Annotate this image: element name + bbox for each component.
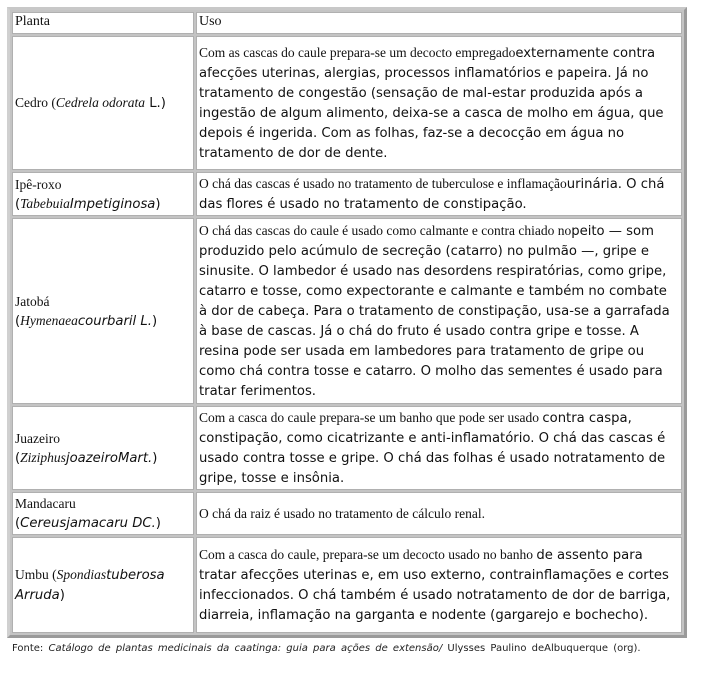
plant-common-name: Mandacaru	[15, 496, 76, 511]
use-cell	[196, 36, 682, 170]
table-row	[12, 537, 682, 633]
use-cell	[196, 218, 682, 404]
use-cell	[196, 172, 682, 216]
table-row	[12, 492, 682, 535]
plant-paren-close: )	[155, 196, 161, 212]
plant-common-name: Ipê-roxo	[15, 176, 62, 192]
plant-scientific-name: Cedrela odorata	[55, 95, 145, 110]
plant-scientific-name-suffix: jamacaru DC.	[66, 516, 156, 531]
use-text-serif: O chá das cascas do caule é usado como calmante e contra chiado no	[199, 223, 572, 238]
use-text-serif: Com a casca do caule, prepara-se um decocto usado no banho	[199, 547, 537, 562]
plant-scientific-name: Cereus	[20, 516, 67, 531]
plant-common-name: Cedro (	[15, 95, 56, 110]
header-use: Uso	[196, 12, 682, 34]
use-text-sans: peito — som produzido pelo acúmulo de secreção (catarro) no pulmão —, gripe e sinusite. O lambedor é usado nas desordens respiratórias, como gripe, catarro e tosse, como expectorante e calmante e também no combate à dor de cabeça. Para o tratamento de constipação, usa-se a garrafada à base de cascas. Já o chá do fruto é usado contra gripe e tosse. A resina pode ser usada em lambedores para tratamento de gripe ou como chá contra tosse e catarro. O molho das sementes é usado para tratar ferimentos.	[199, 224, 670, 399]
plant-scientific-name-suffix: joazeiroMart.	[65, 450, 153, 466]
plant-cell: Jatobá (Hymenaeacourbaril L.)	[12, 218, 194, 404]
use-text-sans: externamente contra afecções uterinas, alergias, processos inflamatórios e papeira. Já no tratamento de congestão (sensação de mal-estar produzida após a ingestão de algum alimento, deixa-se a casca de molho em água, que depois é ingerida. Com as folhas, faz-se a decocção em água no tratamento de dor de dente.	[199, 46, 664, 161]
use-text-sans: contra caspa, constipação, como cicatrizante e anti-inflamatório. O chá das cascas é usado contra tosse e gripe. O chá das folhas é usado notratamento de gripe, tosse e insônia.	[199, 411, 666, 486]
plant-paren-close: )	[155, 516, 161, 531]
table-row	[12, 36, 682, 170]
source-author: Ulysses Paulino deAlbuquerque (org).	[442, 643, 641, 654]
use-text-serif: O chá da raiz é usado no tratamento de cálculo renal.	[199, 505, 485, 521]
plant-common-name: Jatobá	[15, 293, 50, 309]
plant-cell: Juazeiro (ZiziphusjoazeiroMart.)	[12, 406, 194, 490]
plant-cell	[12, 537, 194, 633]
plant-common-name: Juazeiro	[15, 430, 60, 446]
use-text-serif: Com as cascas do caule prepara-se um decocto empregado	[199, 45, 516, 60]
plant-paren-close: )	[152, 450, 158, 466]
source-label: Fonte:	[12, 643, 49, 654]
plant-cell: Ipê-roxo (TabebuiaImpetiginosa)	[12, 172, 194, 216]
medicinal-plants-table	[10, 10, 684, 635]
table-row	[12, 406, 682, 490]
table-row	[12, 172, 682, 216]
header-plant: Planta	[12, 12, 194, 34]
plant-scientific-name-suffix: Impetiginosa	[69, 196, 156, 212]
plant-paren-close: )	[151, 313, 158, 329]
plant-scientific-name-suffix: courbaril L.	[77, 313, 152, 329]
source-citation	[12, 643, 690, 655]
use-cell	[196, 492, 682, 535]
table-row	[12, 218, 682, 404]
plant-scientific-name: Spondias	[56, 567, 107, 582]
plant-cell	[12, 36, 194, 170]
plant-paren-close: )	[59, 588, 65, 603]
use-cell	[196, 537, 682, 633]
plant-scientific-name-suffix: tuberosa Arruda	[15, 568, 165, 603]
medicinal-plants-table-frame	[7, 7, 687, 638]
plant-scientific-name-suffix: L.	[145, 96, 161, 111]
use-text-serif: O chá das cascas é usado no tratamento de tuberculose e inflamação	[199, 176, 567, 191]
plant-cell: Mandacaru (Cereusjamacaru DC.)	[12, 492, 194, 535]
plant-scientific-name: Tabebuia	[20, 195, 70, 211]
use-text-sans: de assento para tratar afecções uterinas e, em uso externo, contrainflamações e cortes infeccionados. O chá também é usado notratamento de dor de barriga, diarreia, inflamação na garganta e nodente (gargarejo e bochecho).	[199, 548, 671, 623]
plant-scientific-name: Ziziphus	[20, 449, 66, 465]
source-title: Catálogo de plantas medicinais da caatinga: guia para ações de extensão/	[48, 643, 443, 654]
plant-scientific-name: Hymenaea	[20, 312, 78, 328]
use-text-sans: urinária. O chá das flores é usado no tratamento de constipação.	[199, 177, 665, 212]
plant-paren-close: )	[160, 96, 166, 111]
table-header-row	[12, 12, 682, 34]
use-text-serif: Com a casca do caule prepara-se um banho que pode ser usado	[199, 410, 543, 425]
plant-common-name: Umbu (	[15, 567, 57, 582]
use-cell	[196, 406, 682, 490]
